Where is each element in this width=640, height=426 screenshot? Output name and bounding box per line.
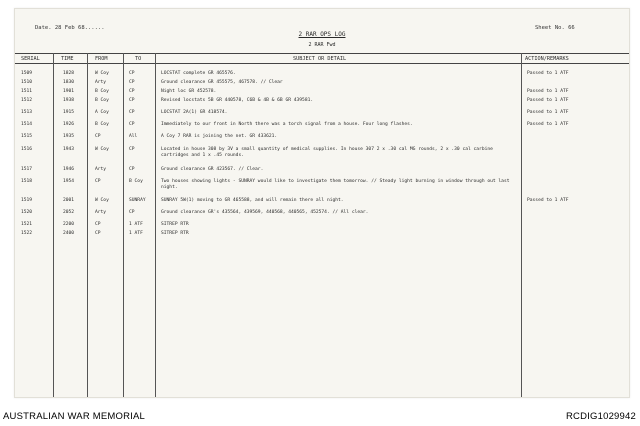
time-cell: 1935 [63, 134, 75, 139]
col-header-subject: SUBJECT OR DETAIL [293, 56, 347, 62]
serial-cell: 1511 [21, 89, 33, 94]
subject-cell: Ground clearance GR 455575, 467578. // Clear [161, 80, 283, 85]
action-cell: Passed to 1 ATF [527, 110, 569, 115]
col-header-serial: SERIAL [21, 56, 40, 62]
to-cell: CP [129, 71, 135, 76]
subject-cell: Located in house 308 by 3V a small quantity of medical supplies. In house 307 2 x .30 cal MG rounds, 2 x .30 cal carbine cartridges and 1 x .45 rounds. [161, 147, 493, 159]
action-cell: Passed to 1 ATF [527, 89, 569, 94]
subject-cell: Two houses showing lights - SUNRAY would like to investigate them tomorrow. // Steady light burning in window through out last night. [161, 179, 510, 191]
subject-cell: Night loc GR 452578. [161, 89, 217, 94]
subject-cell: Ground clearance GR 423567. // Clear. [161, 167, 264, 172]
to-cell: CP [129, 110, 135, 115]
to-cell: CP [129, 80, 135, 85]
serial-cell: 1522 [21, 231, 33, 236]
time-cell: 2001 [63, 198, 75, 203]
col-header-from: FROM [95, 56, 108, 62]
log-title: 2 RAR OPS LOG [298, 31, 346, 38]
to-cell: CP [129, 147, 135, 152]
from-cell: B Coy [95, 122, 109, 127]
time-cell: 1946 [63, 167, 75, 172]
time-cell: 2400 [63, 231, 75, 236]
to-cell: 1 ATF [129, 222, 143, 227]
header-top-rule [15, 53, 629, 54]
time-cell: 1954 [63, 179, 75, 184]
time-cell: 1828 [63, 71, 75, 76]
from-cell: CP [95, 134, 101, 139]
from-cell: W Coy [95, 71, 109, 76]
action-cell: Passed to 1 ATF [527, 98, 569, 103]
subject-cell: Revised locstats 5B GR 440578, C6B & 4B & 6B GR 439581. [161, 98, 314, 103]
col-divider [53, 53, 54, 397]
from-cell: Arty [95, 80, 107, 85]
subject-cell: SITREP RTR [161, 222, 189, 227]
time-cell: 1943 [63, 147, 75, 152]
serial-cell: 1515 [21, 134, 33, 139]
subject-cell: A Coy 7 RAR is joining the net. GR 433621. [161, 134, 278, 139]
from-cell: CP [95, 222, 101, 227]
subject-cell: Ground clearance GR's 435564, 439569, 440568, 440565, 452574. // All clear. [161, 210, 369, 215]
serial-cell: 1517 [21, 167, 33, 172]
to-cell: CP [129, 122, 135, 127]
col-divider [155, 53, 156, 397]
archive-credit: AUSTRALIAN WAR MEMORIAL [3, 411, 146, 422]
from-cell: W Coy [95, 198, 109, 203]
from-cell: A Coy [95, 110, 109, 115]
action-cell: Passed to 1 ATF [527, 198, 569, 203]
subject-cell: SUNRAY 5W(1) moving to GR 465588, and will remain there all night. [161, 198, 344, 203]
to-cell: 1 ATF [129, 231, 143, 236]
time-cell: 1915 [63, 110, 75, 115]
log-sheet [14, 8, 630, 398]
serial-cell: 1509 [21, 71, 33, 76]
log-subtitle: 2 RAR Fwd [308, 42, 336, 48]
time-cell: 1938 [63, 98, 75, 103]
serial-cell: 1510 [21, 80, 33, 85]
to-cell: CP [129, 98, 135, 103]
from-cell: B Coy [95, 89, 109, 94]
serial-cell: 1513 [21, 110, 33, 115]
record-id: RCDIG1029942 [566, 411, 636, 422]
time-cell: 2200 [63, 222, 75, 227]
time-cell: 2052 [63, 210, 75, 215]
col-divider [87, 53, 88, 397]
to-cell: CP [129, 210, 135, 215]
from-cell: Arty [95, 210, 107, 215]
serial-cell: 1521 [21, 222, 33, 227]
from-cell: CP [95, 231, 101, 236]
time-cell: 1901 [63, 89, 75, 94]
col-header-time: TIME [61, 56, 74, 62]
from-cell: CP [95, 179, 101, 184]
serial-cell: 1518 [21, 179, 33, 184]
sheet-number: Sheet No. 66 [535, 25, 575, 31]
serial-cell: 1519 [21, 198, 33, 203]
from-cell: W Coy [95, 147, 109, 152]
header-bottom-rule [15, 63, 629, 64]
to-cell: CP [129, 89, 135, 94]
serial-cell: 1520 [21, 210, 33, 215]
to-cell: CP [129, 167, 135, 172]
time-cell: 1926 [63, 122, 75, 127]
subject-cell: Immediately to our front in North there was a torch signal from a house. Four long flashes. [161, 122, 413, 127]
to-cell: B Coy [129, 179, 143, 184]
to-cell: SUNRAY [129, 198, 146, 203]
col-divider [123, 53, 124, 397]
serial-cell: 1516 [21, 147, 33, 152]
from-cell: B Coy [95, 98, 109, 103]
col-header-action: ACTION/REMARKS [525, 56, 569, 62]
action-cell: Passed to 1 ATF [527, 122, 569, 127]
serial-cell: 1512 [21, 98, 33, 103]
subject-cell: LOCSTAT complete GR 465576. [161, 71, 236, 76]
date-label: Date. 28 Feb 68...... [35, 25, 105, 31]
col-header-to: TO [135, 56, 142, 62]
subject-cell: LOCSTAT 2A(1) GR 418574. [161, 110, 228, 115]
action-cell: Passed to 1 ATF [527, 71, 569, 76]
to-cell: All [129, 134, 138, 139]
time-cell: 1830 [63, 80, 75, 85]
serial-cell: 1514 [21, 122, 33, 127]
subject-cell: SITREP RTR [161, 231, 189, 236]
from-cell: Arty [95, 167, 107, 172]
